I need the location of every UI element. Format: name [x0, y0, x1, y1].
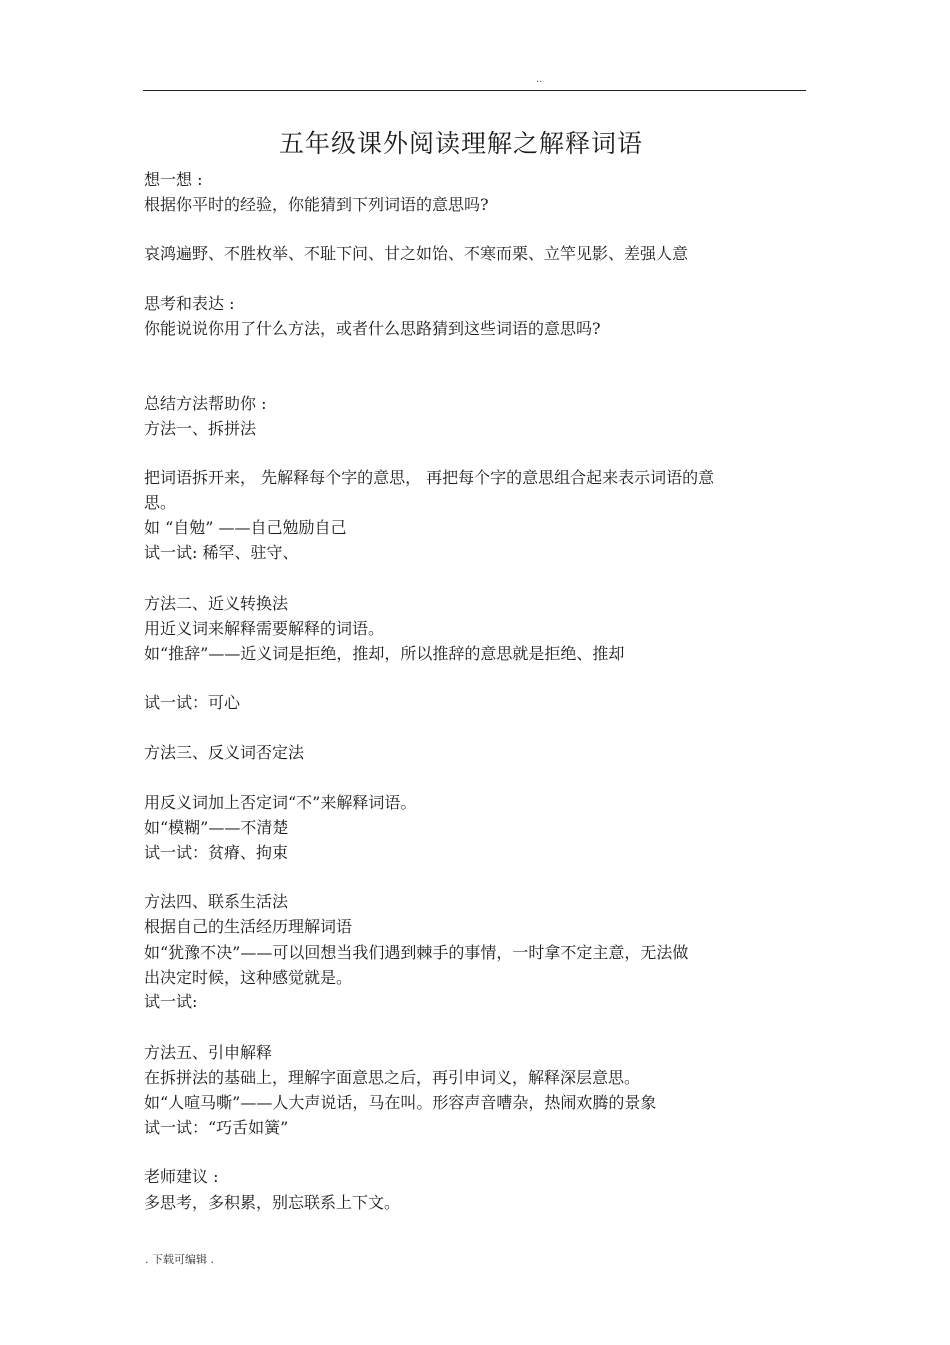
method-1-try: 试一试: 稀罕、驻守、: [144, 543, 299, 562]
method-5-title: 方法五、引申解释: [144, 1043, 273, 1062]
method-5-example: 如“人喧马嘶”——人大声说话，马在叫。形容声音嘈杂，热闹欢腾的景象: [144, 1093, 657, 1112]
method-3-title: 方法三、反义词否定法: [144, 743, 305, 762]
advice-text: 多思考，多积累，别忘联系上下文。: [144, 1193, 401, 1212]
method-4-try: 试一试:: [144, 992, 198, 1011]
method-2-example: 如“推辞”——近义词是拒绝，推却，所以推辞的意思就是拒绝、推却: [144, 644, 625, 663]
method-5-desc: 在拆拼法的基础上，理解字面意思之后，再引申词义，解释深层意思。: [144, 1068, 641, 1087]
method-3-example: 如“模糊”——不清楚: [144, 818, 289, 837]
header-mark: ..: [536, 74, 543, 85]
document-title: 五年级课外阅读理解之解释词语: [278, 129, 643, 158]
section-express: 思考和表达 :: [144, 294, 235, 313]
method-3-desc: 用反义词加上否定词“不”来解释词语。: [144, 793, 417, 812]
method-1-example: 如 “自勉” ——自己勉励自己: [144, 518, 347, 537]
section-advice: 老师建议 :: [144, 1167, 219, 1186]
method-2-desc: 用近义词来解释需要解释的词语。: [144, 619, 385, 638]
section-think: 想一想 :: [144, 170, 203, 189]
method-2-try: 试一试：可心: [144, 693, 241, 712]
method-1-desc-1: 把词语拆开来， 先解释每个字的意思， 再把每个字的意思组合起来表示词语的意: [144, 468, 715, 487]
idiom-list: 哀鸿遍野、不胜枚举、不耻下问、甘之如饴、不寒而栗、立竿见影、差强人意: [144, 244, 689, 263]
method-4-title: 方法四、联系生活法: [144, 892, 289, 911]
question-guess: 根据你平时的经验，你能猜到下列词语的意思吗?: [144, 195, 489, 214]
method-1-desc-2: 思。: [144, 493, 177, 512]
method-4-example-1: 如“犹豫不决”——可以回想当我们遇到棘手的事情，一时拿不定主意，无法做: [144, 943, 689, 962]
method-2-title: 方法二、近义转换法: [144, 594, 289, 613]
method-4-example-2: 出决定时候，这种感觉就是。: [144, 968, 353, 987]
method-5-try: 试一试：“巧舌如簧”: [144, 1118, 289, 1137]
header-rule: [143, 90, 806, 91]
method-3-try: 试一试：贫瘠、拘束: [144, 843, 289, 862]
footer-note: . 下载可编辑 .: [145, 1253, 214, 1266]
method-1-title: 方法一、拆拼法: [144, 419, 257, 438]
section-summary: 总结方法帮助你 :: [144, 394, 267, 413]
method-4-desc: 根据自己的生活经历理解词语: [144, 917, 353, 936]
question-method: 你能说说你用了什么方法，或者什么思路猜到这些词语的意思吗?: [144, 319, 601, 338]
